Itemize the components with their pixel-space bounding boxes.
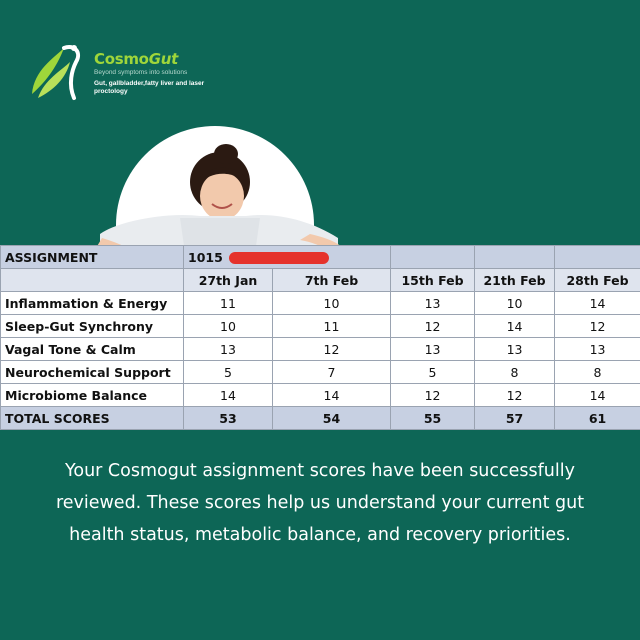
table-row — [1, 361, 640, 384]
date-header: 7th Feb — [273, 269, 391, 292]
total-cell: 61 — [555, 407, 640, 430]
score-cell: 13 — [184, 338, 273, 361]
table-row — [1, 315, 640, 338]
table-row — [1, 384, 640, 407]
cosmogut-logo — [24, 40, 244, 104]
total-row — [1, 407, 640, 430]
total-label: TOTAL SCORES — [1, 407, 184, 430]
score-cell: 12 — [273, 338, 391, 361]
row-label: Neurochemical Support — [1, 361, 184, 384]
date-header: 28th Feb — [555, 269, 640, 292]
score-cell: 13 — [391, 292, 475, 315]
brand-services: Gut, gallbladder,fatty liver and laser proctology — [94, 80, 205, 95]
score-cell: 14 — [555, 384, 640, 407]
swan-leaf-icon — [24, 40, 88, 104]
total-cell: 53 — [184, 407, 273, 430]
score-cell: 10 — [475, 292, 555, 315]
total-cell: 55 — [391, 407, 475, 430]
row-label: Inflammation & Energy — [1, 292, 184, 315]
score-cell: 14 — [555, 292, 640, 315]
score-cell: 5 — [391, 361, 475, 384]
assignment-id: 1015 — [188, 249, 223, 265]
row-label: Sleep-Gut Synchrony — [1, 315, 184, 338]
total-cell: 54 — [273, 407, 391, 430]
score-cell: 14 — [475, 315, 555, 338]
score-cell: 13 — [391, 338, 475, 361]
table-row — [1, 338, 640, 361]
date-header: 27th Jan — [184, 269, 273, 292]
assignment-label: ASSIGNMENT — [1, 246, 184, 269]
date-header: 15th Feb — [391, 269, 475, 292]
total-cell: 57 — [475, 407, 555, 430]
assignment-row — [1, 246, 640, 269]
row-label: Vagal Tone & Calm — [1, 338, 184, 361]
score-cell: 12 — [475, 384, 555, 407]
score-cell: 12 — [391, 315, 475, 338]
date-header: 21th Feb — [475, 269, 555, 292]
score-cell: 14 — [273, 384, 391, 407]
score-cell: 10 — [273, 292, 391, 315]
score-cell: 13 — [475, 338, 555, 361]
score-cell: 10 — [184, 315, 273, 338]
assignment-id-cell — [184, 246, 391, 269]
score-cell: 11 — [273, 315, 391, 338]
score-cell: 13 — [555, 338, 640, 361]
score-cell: 8 — [555, 361, 640, 384]
brand-name: CosmoGut — [94, 50, 178, 68]
brand-tagline: Beyond symptoms into solutions — [94, 69, 188, 76]
score-cell: 8 — [475, 361, 555, 384]
table-row — [1, 292, 640, 315]
dates-row — [1, 269, 640, 292]
score-cell: 5 — [184, 361, 273, 384]
score-cell: 14 — [184, 384, 273, 407]
score-cell: 7 — [273, 361, 391, 384]
redaction-mark — [229, 252, 329, 264]
row-label: Microbiome Balance — [1, 384, 184, 407]
score-cell: 11 — [184, 292, 273, 315]
review-message: Your Cosmogut assignment scores have been successfully reviewed. These scores help us understand your current gut health status, metabolic balance, and recovery priorities. — [55, 461, 585, 545]
score-cell: 12 — [555, 315, 640, 338]
score-cell: 12 — [391, 384, 475, 407]
scores-table — [0, 245, 640, 430]
